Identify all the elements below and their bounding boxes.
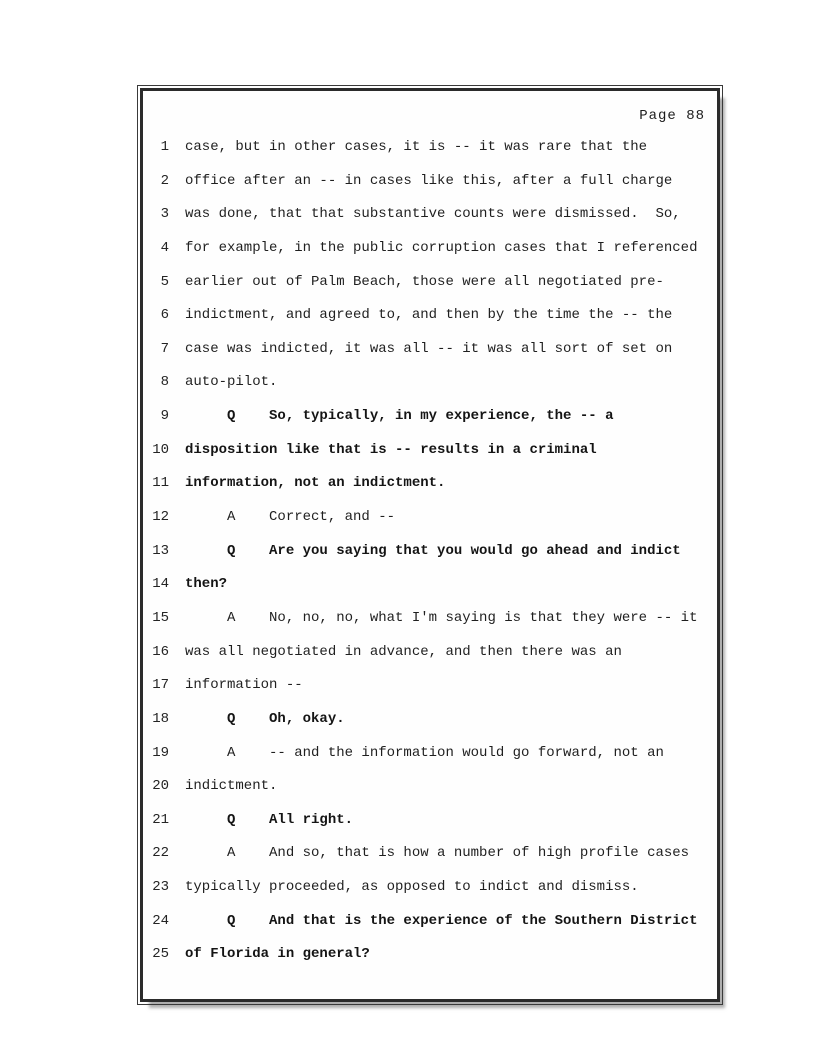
transcript-line [151, 879, 705, 913]
transcript-line [151, 913, 705, 947]
transcript-line [151, 610, 705, 644]
line-number: 5 [160, 273, 169, 290]
line-text: Q Oh, okay. [185, 710, 345, 727]
transcript-line [151, 745, 705, 779]
line-number: 16 [152, 643, 169, 660]
line-text: of Florida in general? [185, 946, 370, 963]
transcript-line [151, 543, 705, 577]
line-text: for example, in the public corruption cases that I referenced [185, 239, 698, 256]
line-text: was all negotiated in advance, and then there was an [185, 643, 622, 660]
page-number: Page 88 [639, 108, 705, 124]
line-text: office after an -- in cases like this, after a full charge [185, 172, 673, 189]
transcript-line [151, 845, 705, 879]
line-number: 12 [152, 509, 169, 526]
transcript-lines [151, 139, 705, 980]
line-number: 24 [152, 912, 169, 929]
line-number: 7 [160, 340, 169, 357]
line-text: Q Are you saying that you would go ahead and indict [185, 542, 681, 559]
line-text: case was indicted, it was all -- it was all sort of set on [185, 340, 673, 357]
transcript-line [151, 374, 705, 408]
line-text: A -- and the information would go forward, not an [185, 744, 664, 761]
line-number: 22 [152, 845, 169, 862]
line-number: 18 [152, 710, 169, 727]
line-number: 1 [160, 139, 169, 155]
line-number: 17 [152, 677, 169, 694]
line-number: 11 [152, 475, 169, 492]
line-number: 8 [160, 374, 169, 391]
transcript-line [151, 509, 705, 543]
transcript-line [151, 139, 705, 173]
line-number: 25 [152, 946, 169, 963]
line-number: 2 [160, 172, 169, 189]
line-text: was done, that that substantive counts were dismissed. So, [185, 206, 681, 223]
line-text: A And so, that is how a number of high profile cases [185, 845, 690, 862]
transcript-line [151, 206, 705, 240]
line-text: indictment. [185, 778, 278, 795]
transcript-line [151, 812, 705, 846]
line-number: 10 [152, 441, 169, 458]
line-text: information, not an indictment. [185, 475, 446, 492]
line-number: 19 [152, 744, 169, 761]
line-text: indictment, and agreed to, and then by the time the -- the [185, 307, 673, 324]
line-number: 21 [152, 811, 169, 828]
line-number: 15 [152, 609, 169, 626]
line-text: A No, no, no, what I'm saying is that they were -- it [185, 609, 698, 626]
line-text: Q So, typically, in my experience, the -- a [185, 408, 614, 425]
transcript-line [151, 240, 705, 274]
transcript-line [151, 475, 705, 509]
line-text: case, but in other cases, it is -- it was rare that the [185, 139, 648, 155]
line-number: 4 [160, 239, 169, 256]
transcript-line [151, 711, 705, 745]
transcript-line [151, 341, 705, 375]
transcript-line [151, 408, 705, 442]
line-number: 6 [160, 307, 169, 324]
line-text: typically proceeded, as opposed to indict and dismiss. [185, 879, 639, 896]
line-text: then? [185, 576, 228, 593]
line-number: 3 [160, 206, 169, 223]
transcript-sheet [140, 88, 720, 1002]
line-text: earlier out of Palm Beach, those were all negotiated pre- [185, 273, 664, 290]
transcript-line [151, 644, 705, 678]
line-text: information -- [185, 677, 303, 694]
transcript-content [143, 91, 717, 980]
transcript-line [151, 778, 705, 812]
line-text: auto-pilot. [185, 374, 278, 391]
transcript-line [151, 946, 705, 980]
line-text: disposition like that is -- results in a criminal [185, 441, 597, 458]
line-text: A Correct, and -- [185, 509, 396, 526]
line-number: 14 [152, 576, 169, 593]
line-number: 13 [152, 542, 169, 559]
line-text: Q All right. [185, 811, 354, 828]
transcript-line [151, 307, 705, 341]
line-text: Q And that is the experience of the Southern District [185, 912, 698, 929]
transcript-line [151, 677, 705, 711]
transcript-line [151, 274, 705, 308]
transcript-line [151, 442, 705, 476]
line-number: 20 [152, 778, 169, 795]
transcript-line [151, 576, 705, 610]
line-number: 23 [152, 879, 169, 896]
transcript-line [151, 173, 705, 207]
line-number: 9 [160, 408, 169, 425]
